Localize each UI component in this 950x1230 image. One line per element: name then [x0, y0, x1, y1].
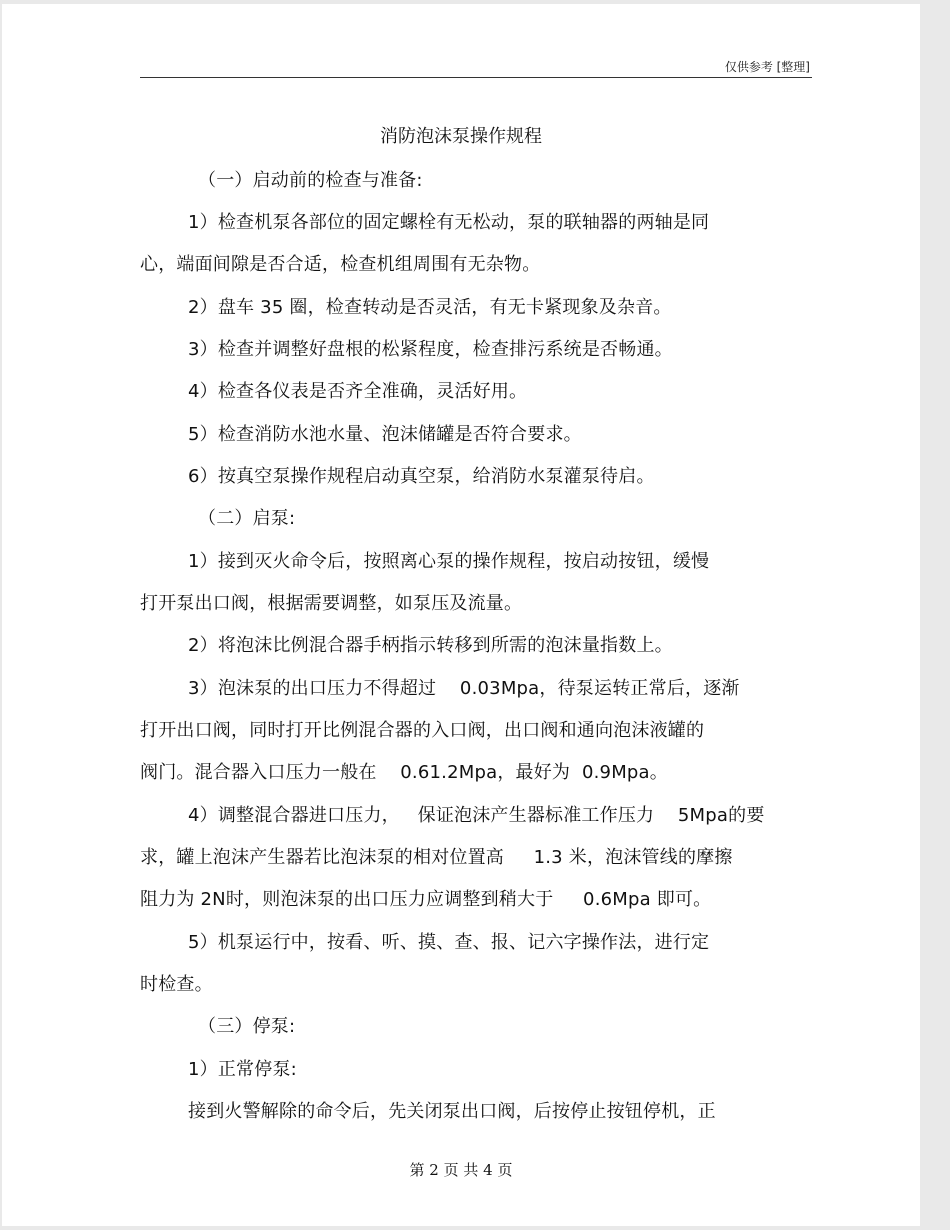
paragraph-line: 6）按真空泵操作规程启动真空泵，给消防水泵灌泵待启。 — [188, 466, 655, 487]
paragraph-line: 1）正常停泵: — [188, 1059, 297, 1080]
document-title: 消防泡沫泵操作规程 — [380, 126, 542, 147]
section-heading: （二）启泵: — [198, 508, 296, 529]
paragraph-line: 2）将泡沫比例混合器手柄指示转移到所需的泡沫量指数上。 — [188, 635, 673, 656]
paragraph-line: 1）接到灭火命令后，按照离心泵的操作规程，按启动按钮，缓慢 — [188, 551, 710, 572]
paragraph-line: 2）盘车 35 圈，检查转动是否灵活，有无卡紧现象及杂音。 — [188, 297, 672, 318]
paragraph-line: 4）检查各仪表是否齐全准确，灵活好用。 — [188, 381, 528, 402]
paragraph-line: 4）调整混合器进口压力， 保证泡沫产生器标准工作压力 5Mpa的要 — [188, 805, 765, 826]
paragraph-line: 阀门。混合器入口压力一般在 0.61.2Mpa，最好为 0.9Mpa。 — [140, 762, 668, 783]
section-heading: （一）启动前的检查与准备: — [198, 170, 423, 191]
paragraph-line: 1）检查机泵各部位的固定螺栓有无松动，泵的联轴器的两轴是同 — [188, 212, 710, 233]
section-heading: （三）停泵: — [198, 1016, 296, 1037]
document-page — [2, 4, 920, 1226]
paragraph-line: 时检查。 — [140, 974, 213, 995]
paragraph-line: 阻力为 2N时，则泡沫泵的出口压力应调整到稍大于 0.6Mpa 即可。 — [140, 889, 712, 910]
paragraph-line: 3）检查并调整好盘根的松紧程度，检查排污系统是否畅通。 — [188, 339, 673, 360]
page-number: 第 2 页 共 4 页 — [409, 1161, 513, 1179]
paragraph-line: 5）检查消防水池水量、泡沫储罐是否符合要求。 — [188, 424, 582, 445]
paragraph-line: 打开泵出口阀，根据需要调整，如泵压及流量。 — [140, 593, 523, 614]
header-note: 仅供参考 [整理] — [724, 60, 810, 74]
header-divider — [140, 77, 812, 78]
paragraph-line: 心，端面间隙是否合适，检查机组周围有无杂物。 — [140, 254, 541, 275]
paragraph-line: 5）机泵运行中，按看、听、摸、查、报、记六字操作法，进行定 — [188, 932, 710, 953]
paragraph-line: 3）泡沫泵的出口压力不得超过 0.03Mpa，待泵运转正常后，逐渐 — [188, 678, 740, 699]
paragraph-line: 接到火警解除的命令后，先关闭泵出口阀，后按停止按钮停机，正 — [188, 1101, 716, 1122]
paragraph-line: 打开出口阀，同时打开比例混合器的入口阀，出口阀和通向泡沫液罐的 — [140, 720, 705, 741]
paragraph-line: 求，罐上泡沫产生器若比泡沫泵的相对位置高 1.3 米，泡沫管线的摩擦 — [140, 847, 733, 868]
